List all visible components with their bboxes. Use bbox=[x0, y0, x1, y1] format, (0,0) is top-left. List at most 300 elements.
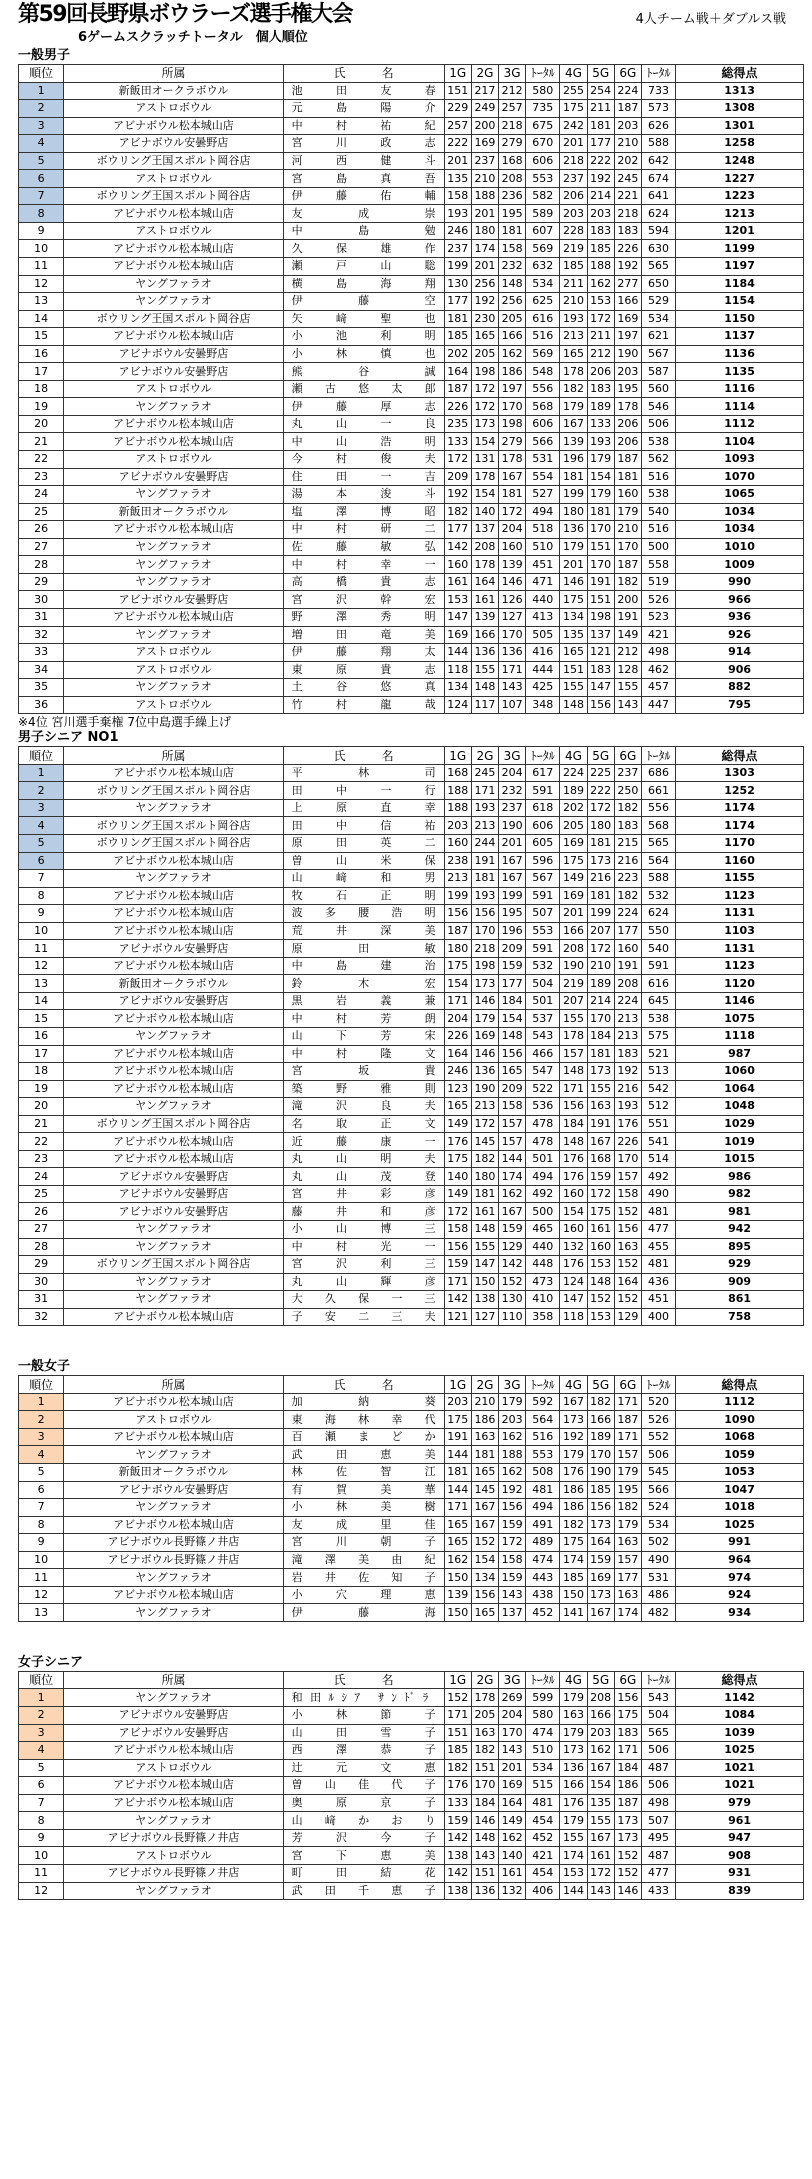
cell-game3: 165 bbox=[499, 1063, 526, 1081]
cell-total: 1084 bbox=[676, 1707, 804, 1725]
cell-game4: 205 bbox=[560, 817, 587, 835]
player-name: 武田恵美 bbox=[291, 1447, 436, 1461]
player-name: 宮沢幹宏 bbox=[291, 592, 436, 606]
cell-total: 1019 bbox=[676, 1133, 804, 1151]
cell-game1: 171 bbox=[444, 992, 471, 1010]
cell-affiliation: ボウリング王国スポルト岡谷店 bbox=[64, 834, 283, 852]
cell-game1: 152 bbox=[444, 1689, 471, 1707]
cell-total: 1021 bbox=[676, 1777, 804, 1795]
player-name: 中村光一 bbox=[291, 1239, 436, 1253]
header-subtotal1: ﾄｰﾀﾙ bbox=[526, 747, 560, 765]
cell-subtotal1: 510 bbox=[526, 538, 560, 556]
cell-game2: 218 bbox=[471, 940, 498, 958]
cell-subtotal2: 495 bbox=[641, 1829, 675, 1847]
cell-total: 1075 bbox=[676, 1010, 804, 1028]
cell-rank: 20 bbox=[19, 415, 64, 433]
cell-game3: 236 bbox=[499, 187, 526, 205]
cell-subtotal1: 448 bbox=[526, 1256, 560, 1274]
cell-affiliation: アビナボウル長野篠ノ井店 bbox=[64, 1551, 283, 1569]
cell-game5: 225 bbox=[587, 764, 614, 782]
player-name: 増田竜美 bbox=[291, 627, 436, 641]
cell-game2: 167 bbox=[471, 1516, 498, 1534]
cell-game6: 187 bbox=[614, 556, 641, 574]
cell-subtotal2: 550 bbox=[641, 922, 675, 940]
cell-game5: 193 bbox=[587, 433, 614, 451]
cell-game4: 163 bbox=[560, 1707, 587, 1725]
cell-rank: 8 bbox=[19, 1812, 64, 1830]
cell-subtotal1: 507 bbox=[526, 905, 560, 923]
cell-affiliation: アビナボウル松本城山店 bbox=[64, 1794, 283, 1812]
player-name: 芳沢今子 bbox=[291, 1831, 436, 1845]
cell-subtotal2: 477 bbox=[641, 1864, 675, 1882]
cell-total: 986 bbox=[676, 1168, 804, 1186]
cell-name bbox=[283, 275, 444, 293]
cell-affiliation: アストロボウル bbox=[64, 100, 283, 118]
cell-affiliation: アビナボウル松本城山店 bbox=[64, 905, 283, 923]
cell-total: 934 bbox=[676, 1604, 804, 1622]
cell-game6: 218 bbox=[614, 205, 641, 223]
cell-name bbox=[283, 240, 444, 258]
cell-game3: 137 bbox=[499, 1604, 526, 1622]
cell-game6: 192 bbox=[614, 258, 641, 276]
cell-subtotal2: 400 bbox=[641, 1308, 675, 1326]
cell-subtotal1: 473 bbox=[526, 1273, 560, 1291]
cell-affiliation: アストロボウル bbox=[64, 451, 283, 469]
player-name: 百瀬まどか bbox=[291, 1430, 436, 1444]
header-affiliation: 所属 bbox=[64, 1376, 283, 1394]
cell-game2: 178 bbox=[471, 556, 498, 574]
cell-game2: 205 bbox=[471, 1707, 498, 1725]
cell-affiliation: アビナボウル松本城山店 bbox=[64, 328, 283, 346]
cell-game5: 137 bbox=[587, 626, 614, 644]
player-name: 住田一吉 bbox=[291, 469, 436, 483]
cell-total: 1135 bbox=[676, 363, 804, 381]
cell-game2: 182 bbox=[471, 1150, 498, 1168]
cell-subtotal2: 587 bbox=[641, 363, 675, 381]
cell-game5: 216 bbox=[587, 870, 614, 888]
cell-game2: 181 bbox=[471, 1185, 498, 1203]
table-row bbox=[19, 82, 804, 100]
player-name: 小山博三 bbox=[291, 1222, 436, 1236]
cell-game5: 159 bbox=[587, 1551, 614, 1569]
cell-game5: 222 bbox=[587, 782, 614, 800]
cell-total: 895 bbox=[676, 1238, 804, 1256]
cell-game1: 169 bbox=[444, 626, 471, 644]
cell-name bbox=[283, 1794, 444, 1812]
cell-game5: 170 bbox=[587, 521, 614, 539]
table-row bbox=[19, 1446, 804, 1464]
cell-game1: 149 bbox=[444, 1115, 471, 1133]
cell-game3: 157 bbox=[499, 1133, 526, 1151]
cell-subtotal1: 516 bbox=[526, 328, 560, 346]
cell-affiliation: ヤングファラオ bbox=[64, 1499, 283, 1517]
player-name: 瀬古悠太郎 bbox=[291, 382, 436, 396]
cell-subtotal1: 606 bbox=[526, 415, 560, 433]
cell-game4: 150 bbox=[560, 1586, 587, 1604]
cell-game2: 213 bbox=[471, 1098, 498, 1116]
cell-rank: 31 bbox=[19, 1291, 64, 1309]
section-title: 男子シニア NO1 bbox=[18, 730, 119, 746]
cell-total: 1025 bbox=[676, 1742, 804, 1760]
cell-subtotal2: 521 bbox=[641, 1045, 675, 1063]
table-row bbox=[19, 152, 804, 170]
header-game1: 1G bbox=[444, 65, 471, 83]
cell-name bbox=[283, 1063, 444, 1081]
cell-game2: 165 bbox=[471, 1464, 498, 1482]
player-name: 中島建治 bbox=[291, 959, 436, 973]
table-row bbox=[19, 1185, 804, 1203]
cell-game4: 176 bbox=[560, 1464, 587, 1482]
cell-name bbox=[283, 187, 444, 205]
cell-game6: 156 bbox=[614, 1221, 641, 1239]
cell-subtotal2: 436 bbox=[641, 1273, 675, 1291]
cell-game6: 173 bbox=[614, 1812, 641, 1830]
cell-game6: 210 bbox=[614, 521, 641, 539]
cell-game6: 146 bbox=[614, 1882, 641, 1900]
player-name: 丸山一良 bbox=[291, 417, 436, 431]
player-name: 宮島真吾 bbox=[291, 171, 436, 185]
cell-game6: 213 bbox=[614, 1027, 641, 1045]
cell-name bbox=[283, 975, 444, 993]
cell-game4: 148 bbox=[560, 1133, 587, 1151]
cell-game3: 179 bbox=[499, 1393, 526, 1411]
player-name: 宮沢利三 bbox=[291, 1257, 436, 1271]
cell-game2: 170 bbox=[471, 1777, 498, 1795]
cell-subtotal1: 501 bbox=[526, 1150, 560, 1168]
cell-game1: 165 bbox=[444, 1516, 471, 1534]
cell-subtotal1: 531 bbox=[526, 451, 560, 469]
cell-game1: 142 bbox=[444, 1829, 471, 1847]
cell-game3: 279 bbox=[499, 433, 526, 451]
table-row bbox=[19, 922, 804, 940]
cell-game6: 171 bbox=[614, 1742, 641, 1760]
cell-game2: 180 bbox=[471, 222, 498, 240]
cell-game2: 139 bbox=[471, 608, 498, 626]
cell-game5: 173 bbox=[587, 1516, 614, 1534]
cell-rank: 15 bbox=[19, 328, 64, 346]
cell-game6: 176 bbox=[614, 1115, 641, 1133]
cell-subtotal1: 537 bbox=[526, 1010, 560, 1028]
table-row bbox=[19, 380, 804, 398]
cell-affiliation: ヤングファラオ bbox=[64, 293, 283, 311]
cell-game6: 158 bbox=[614, 1185, 641, 1203]
cell-total: 1301 bbox=[676, 117, 804, 135]
cell-game3: 181 bbox=[499, 486, 526, 504]
cell-rank: 7 bbox=[19, 1794, 64, 1812]
cell-game2: 213 bbox=[471, 817, 498, 835]
player-name: 伊藤厚志 bbox=[291, 399, 436, 413]
cell-game6: 191 bbox=[614, 608, 641, 626]
cell-affiliation: アビナボウル松本城山店 bbox=[64, 852, 283, 870]
player-name: 原田英二 bbox=[291, 836, 436, 850]
cell-game1: 142 bbox=[444, 1864, 471, 1882]
cell-affiliation: ヤングファラオ bbox=[64, 1238, 283, 1256]
cell-game4: 176 bbox=[560, 1150, 587, 1168]
cell-game6: 182 bbox=[614, 799, 641, 817]
cell-subtotal1: 454 bbox=[526, 1812, 560, 1830]
cell-game3: 178 bbox=[499, 451, 526, 469]
table-row bbox=[19, 1794, 804, 1812]
cell-affiliation: アビナボウル松本城山店 bbox=[64, 1777, 283, 1795]
cell-game5: 181 bbox=[587, 834, 614, 852]
cell-name bbox=[283, 608, 444, 626]
cell-game1: 175 bbox=[444, 1411, 471, 1429]
cell-game3: 201 bbox=[499, 834, 526, 852]
cell-name bbox=[283, 1464, 444, 1482]
header-row bbox=[19, 1671, 804, 1689]
cell-total: 1308 bbox=[676, 100, 804, 118]
header-rank: 順位 bbox=[19, 65, 64, 83]
cell-affiliation: ヤングファラオ bbox=[64, 486, 283, 504]
cell-total: 1252 bbox=[676, 782, 804, 800]
cell-affiliation: アビナボウル安曇野店 bbox=[64, 992, 283, 1010]
cell-game4: 153 bbox=[560, 1864, 587, 1882]
cell-subtotal1: 494 bbox=[526, 503, 560, 521]
cell-rank: 5 bbox=[19, 1759, 64, 1777]
cell-rank: 35 bbox=[19, 679, 64, 697]
cell-game3: 170 bbox=[499, 398, 526, 416]
player-name: 塩澤博昭 bbox=[291, 504, 436, 518]
cell-game4: 179 bbox=[560, 1812, 587, 1830]
cell-game5: 172 bbox=[587, 1864, 614, 1882]
cell-game1: 138 bbox=[444, 1882, 471, 1900]
table-row bbox=[19, 887, 804, 905]
cell-game4: 180 bbox=[560, 503, 587, 521]
cell-name bbox=[283, 644, 444, 662]
cell-affiliation: ヤングファラオ bbox=[64, 556, 283, 574]
cell-game2: 156 bbox=[471, 1586, 498, 1604]
cell-subtotal1: 492 bbox=[526, 1185, 560, 1203]
cell-subtotal1: 534 bbox=[526, 275, 560, 293]
cell-game4: 192 bbox=[560, 1428, 587, 1446]
table-row bbox=[19, 100, 804, 118]
cell-game2: 165 bbox=[471, 1604, 498, 1622]
cell-game4: 148 bbox=[560, 1063, 587, 1081]
results-table bbox=[18, 746, 804, 1326]
cell-game2: 148 bbox=[471, 1829, 498, 1847]
cell-subtotal2: 626 bbox=[641, 117, 675, 135]
cell-game1: 185 bbox=[444, 1742, 471, 1760]
cell-game4: 199 bbox=[560, 486, 587, 504]
cell-affiliation: ヤングファラオ bbox=[64, 1291, 283, 1309]
cell-game5: 170 bbox=[587, 556, 614, 574]
cell-affiliation: アストロボウル bbox=[64, 380, 283, 398]
cell-rank: 1 bbox=[19, 764, 64, 782]
cell-total: 1131 bbox=[676, 940, 804, 958]
cell-game3: 142 bbox=[499, 1256, 526, 1274]
cell-game6: 152 bbox=[614, 1864, 641, 1882]
cell-affiliation: アビナボウル松本城山店 bbox=[64, 1150, 283, 1168]
cell-game6: 224 bbox=[614, 905, 641, 923]
cell-game3: 181 bbox=[499, 222, 526, 240]
cell-affiliation: アストロボウル bbox=[64, 1759, 283, 1777]
cell-name bbox=[283, 1273, 444, 1291]
cell-rank: 4 bbox=[19, 817, 64, 835]
cell-affiliation: ヤングファラオ bbox=[64, 1273, 283, 1291]
cell-total: 1197 bbox=[676, 258, 804, 276]
cell-total: 1123 bbox=[676, 887, 804, 905]
cell-game3: 198 bbox=[499, 415, 526, 433]
cell-affiliation: ヤングファラオ bbox=[64, 398, 283, 416]
cell-game5: 188 bbox=[587, 258, 614, 276]
cell-game3: 127 bbox=[499, 608, 526, 626]
cell-game1: 151 bbox=[444, 82, 471, 100]
cell-game1: 171 bbox=[444, 1273, 471, 1291]
cell-name bbox=[283, 1150, 444, 1168]
cell-total: 1104 bbox=[676, 433, 804, 451]
player-name: 小林節子 bbox=[291, 1708, 436, 1722]
cell-game3: 167 bbox=[499, 870, 526, 888]
cell-rank: 7 bbox=[19, 187, 64, 205]
cell-subtotal1: 599 bbox=[526, 1689, 560, 1707]
cell-subtotal1: 553 bbox=[526, 170, 560, 188]
cell-name bbox=[283, 1080, 444, 1098]
cell-game2: 167 bbox=[471, 1499, 498, 1517]
player-name: 湯本浚斗 bbox=[291, 487, 436, 501]
cell-subtotal2: 661 bbox=[641, 782, 675, 800]
cell-total: 961 bbox=[676, 1812, 804, 1830]
cell-affiliation: ヤングファラオ bbox=[64, 1027, 283, 1045]
cell-subtotal1: 735 bbox=[526, 100, 560, 118]
cell-game5: 153 bbox=[587, 1308, 614, 1326]
cell-affiliation: アビナボウル松本城山店 bbox=[64, 521, 283, 539]
cell-game4: 118 bbox=[560, 1308, 587, 1326]
cell-subtotal1: 675 bbox=[526, 117, 560, 135]
table-row bbox=[19, 1724, 804, 1742]
cell-game6: 203 bbox=[614, 363, 641, 381]
cell-game6: 163 bbox=[614, 1534, 641, 1552]
cell-subtotal1: 348 bbox=[526, 696, 560, 714]
cell-game6: 171 bbox=[614, 1428, 641, 1446]
cell-game4: 202 bbox=[560, 799, 587, 817]
cell-rank: 1 bbox=[19, 1689, 64, 1707]
cell-total: 929 bbox=[676, 1256, 804, 1274]
cell-affiliation: アビナボウル松本城山店 bbox=[64, 205, 283, 223]
player-name: 小林美樹 bbox=[291, 1500, 436, 1514]
cell-game4: 182 bbox=[560, 380, 587, 398]
header-total: 総得点 bbox=[676, 747, 804, 765]
cell-game4: 213 bbox=[560, 328, 587, 346]
cell-game4: 124 bbox=[560, 1273, 587, 1291]
cell-game6: 190 bbox=[614, 345, 641, 363]
cell-game3: 129 bbox=[499, 1238, 526, 1256]
cell-game4: 203 bbox=[560, 205, 587, 223]
cell-game5: 177 bbox=[587, 135, 614, 153]
cell-name bbox=[283, 852, 444, 870]
cell-rank: 8 bbox=[19, 205, 64, 223]
player-name: 平林司 bbox=[291, 766, 436, 780]
cell-affiliation: アビナボウル松本城山店 bbox=[64, 1393, 283, 1411]
player-name: 久保雄作 bbox=[291, 241, 436, 255]
cell-total: 1118 bbox=[676, 1027, 804, 1045]
player-name: 大久保一三 bbox=[291, 1292, 436, 1306]
event-format: 4人チーム戦＋ダブルス戦 bbox=[635, 12, 786, 27]
cell-total: 906 bbox=[676, 661, 804, 679]
cell-subtotal2: 421 bbox=[641, 626, 675, 644]
table-row bbox=[19, 222, 804, 240]
cell-total: 1112 bbox=[676, 1393, 804, 1411]
cell-game3: 167 bbox=[499, 852, 526, 870]
cell-game3: 184 bbox=[499, 992, 526, 1010]
cell-game3: 169 bbox=[499, 1777, 526, 1795]
cell-name bbox=[283, 1516, 444, 1534]
cell-total: 1064 bbox=[676, 1080, 804, 1098]
cell-name bbox=[283, 1829, 444, 1847]
cell-rank: 14 bbox=[19, 992, 64, 1010]
cell-game3: 159 bbox=[499, 1516, 526, 1534]
cell-game1: 164 bbox=[444, 363, 471, 381]
cell-game2: 210 bbox=[471, 170, 498, 188]
section-title: 女子シニア bbox=[18, 1654, 84, 1670]
table-row bbox=[19, 817, 804, 835]
cell-total: 758 bbox=[676, 1308, 804, 1326]
cell-game4: 182 bbox=[560, 1516, 587, 1534]
cell-affiliation: ヤングファラオ bbox=[64, 1604, 283, 1622]
cell-game3: 130 bbox=[499, 1291, 526, 1309]
cell-game2: 138 bbox=[471, 1291, 498, 1309]
cell-game3: 143 bbox=[499, 679, 526, 697]
cell-subtotal2: 538 bbox=[641, 1010, 675, 1028]
cell-affiliation: アビナボウル安曇野店 bbox=[64, 1724, 283, 1742]
cell-game1: 150 bbox=[444, 1569, 471, 1587]
table-row bbox=[19, 1203, 804, 1221]
cell-total: 1313 bbox=[676, 82, 804, 100]
cell-game3: 156 bbox=[499, 1499, 526, 1517]
cell-total: 882 bbox=[676, 679, 804, 697]
header-game4: 4G bbox=[560, 1376, 587, 1394]
cell-total: 1015 bbox=[676, 1150, 804, 1168]
cell-subtotal1: 606 bbox=[526, 817, 560, 835]
header-total: 総得点 bbox=[676, 65, 804, 83]
cell-affiliation: ボウリング王国スポルト岡谷店 bbox=[64, 310, 283, 328]
cell-rank: 30 bbox=[19, 1273, 64, 1291]
player-name: 東海林幸代 bbox=[291, 1412, 436, 1426]
cell-name bbox=[283, 258, 444, 276]
cell-subtotal1: 592 bbox=[526, 1393, 560, 1411]
cell-game6: 183 bbox=[614, 222, 641, 240]
cell-game1: 238 bbox=[444, 852, 471, 870]
cell-game1: 199 bbox=[444, 258, 471, 276]
cell-game4: 155 bbox=[560, 679, 587, 697]
cell-subtotal2: 558 bbox=[641, 556, 675, 574]
player-name: 中村研二 bbox=[291, 522, 436, 536]
cell-subtotal1: 632 bbox=[526, 258, 560, 276]
cell-game6: 179 bbox=[614, 503, 641, 521]
cell-name bbox=[283, 1168, 444, 1186]
cell-game1: 176 bbox=[444, 1133, 471, 1151]
cell-game5: 192 bbox=[587, 170, 614, 188]
cell-name bbox=[283, 1689, 444, 1707]
cell-game5: 181 bbox=[587, 1045, 614, 1063]
cell-total: 979 bbox=[676, 1794, 804, 1812]
cell-subtotal1: 580 bbox=[526, 82, 560, 100]
cell-game5: 167 bbox=[587, 1133, 614, 1151]
cell-game1: 192 bbox=[444, 486, 471, 504]
table-row bbox=[19, 415, 804, 433]
cell-subtotal1: 505 bbox=[526, 626, 560, 644]
cell-name bbox=[283, 100, 444, 118]
cell-game3: 143 bbox=[499, 1586, 526, 1604]
cell-rank: 7 bbox=[19, 1499, 64, 1517]
player-name: 山下芳宋 bbox=[291, 1029, 436, 1043]
header-row bbox=[19, 1376, 804, 1394]
cell-total: 1137 bbox=[676, 328, 804, 346]
cell-name bbox=[283, 503, 444, 521]
cell-game1: 226 bbox=[444, 1027, 471, 1045]
cell-game5: 170 bbox=[587, 1010, 614, 1028]
cell-game1: 177 bbox=[444, 521, 471, 539]
cell-subtotal1: 425 bbox=[526, 679, 560, 697]
